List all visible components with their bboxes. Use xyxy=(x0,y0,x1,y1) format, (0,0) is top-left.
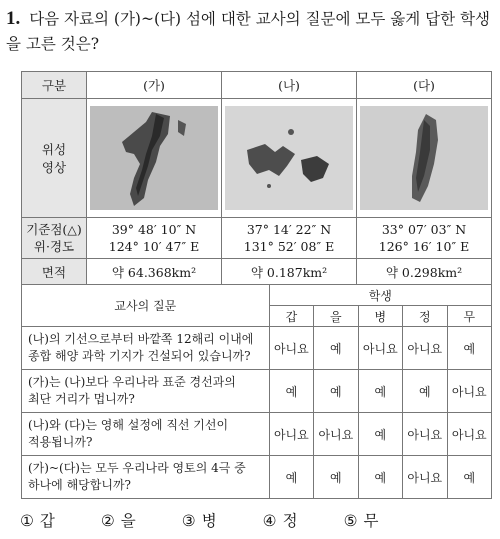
header-island-da: (다) xyxy=(357,72,492,99)
teacher-question-3 xyxy=(22,413,270,456)
choice-1-label: 갑 xyxy=(39,512,55,530)
choice-2[interactable] xyxy=(101,509,136,531)
satellite-image-na xyxy=(222,99,357,218)
answer-cell: 아니요 xyxy=(314,413,358,456)
header-category: 구분 xyxy=(22,72,87,99)
header-island-na: (나) xyxy=(222,72,357,99)
question-3-line1: (나)와 (다)는 영해 설정에 직선 기선이 xyxy=(28,418,229,432)
question-2-line2: 최단 거리가 멉니까? xyxy=(28,392,135,406)
island-info-table xyxy=(21,71,492,286)
teacher-question-1 xyxy=(22,327,270,370)
question-3-line2: 적용됩니까? xyxy=(28,435,93,449)
area-na: 약 0.187km² xyxy=(222,259,357,286)
choice-3-label: 병 xyxy=(201,512,217,530)
question-number: 1. xyxy=(6,8,21,29)
island-ga-satellite-image xyxy=(90,106,218,210)
satellite-label-line1: 위성 xyxy=(41,142,67,157)
question-4-line2: 하나에 해당합니까? xyxy=(28,478,131,492)
teacher-question-2 xyxy=(22,370,270,413)
table-row xyxy=(22,370,492,413)
lat-ga: 39° 48′ 10″ N xyxy=(111,222,197,237)
satellite-label xyxy=(22,99,87,218)
question-1-line1: (나)의 기선으로부터 바깥쪽 12해리 이내에 xyxy=(28,332,254,346)
answer-cell: 아니요 xyxy=(269,413,313,456)
answer-cell: 예 xyxy=(314,327,358,370)
lon-da: 126° 16′ 10″ E xyxy=(378,239,470,254)
coord-label-line2: 위·경도 xyxy=(33,239,75,254)
choice-3-number: ③ xyxy=(181,512,196,530)
island-da-satellite-image xyxy=(360,106,488,210)
area-ga: 약 64.368km² xyxy=(87,259,222,286)
lon-ga: 124° 10′ 47″ E xyxy=(108,239,200,254)
answer-cell: 예 xyxy=(314,370,358,413)
choice-5-number: ⑤ xyxy=(343,512,358,530)
coord-ga xyxy=(87,218,222,259)
lat-da: 33° 07′ 03″ N xyxy=(381,222,467,237)
answer-cell: 예 xyxy=(447,327,492,370)
answer-cell: 아니요 xyxy=(447,413,492,456)
answer-cell: 아니요 xyxy=(358,327,402,370)
answer-cell: 예 xyxy=(447,456,492,499)
lon-na: 131° 52′ 08″ E xyxy=(243,239,335,254)
choice-5[interactable] xyxy=(344,509,379,531)
coord-na xyxy=(222,218,357,259)
choice-3[interactable] xyxy=(182,509,217,531)
header-island-ga: (가) xyxy=(87,72,222,99)
choice-1-number: ① xyxy=(20,512,34,530)
student-byeong: 병 xyxy=(358,306,402,327)
answer-cell: 예 xyxy=(314,456,358,499)
question-2-line1: (가)는 (나)보다 우리나라 표준 경선과의 xyxy=(28,375,236,389)
answer-cell: 아니요 xyxy=(403,456,447,499)
answer-cell: 예 xyxy=(358,413,402,456)
choice-4[interactable] xyxy=(263,509,298,531)
answer-cell: 예 xyxy=(358,456,402,499)
teacher-question-4 xyxy=(22,456,270,499)
satellite-image-da xyxy=(357,99,492,218)
answer-cell: 예 xyxy=(269,456,313,499)
student-jeong: 정 xyxy=(403,306,447,327)
teacher-question-header: 교사의 질문 xyxy=(22,285,270,327)
answer-cell: 아니요 xyxy=(269,327,313,370)
answer-choices xyxy=(20,509,490,531)
island-na-satellite-image xyxy=(225,106,353,210)
coord-label xyxy=(22,218,87,259)
answer-cell: 예 xyxy=(358,370,402,413)
coord-da xyxy=(357,218,492,259)
question-text: 다음 자료의 (가)~(다) 섬에 대한 교사의 질문에 모두 옳게 답한 학생을 고른 것은? xyxy=(6,10,490,53)
teacher-question-table xyxy=(21,284,492,499)
question-4-line1: (가)~(다)는 모두 우리나라 영토의 4극 중 xyxy=(28,461,246,475)
student-eul: 을 xyxy=(314,306,358,327)
area-label: 면적 xyxy=(22,259,87,286)
table-row xyxy=(22,456,492,499)
table-row xyxy=(22,413,492,456)
choice-2-label: 을 xyxy=(120,512,136,530)
answer-cell: 아니요 xyxy=(447,370,492,413)
satellite-image-ga xyxy=(87,99,222,218)
coord-label-line1: 기준점(△) xyxy=(26,222,82,237)
question-1-line2: 종합 해양 과학 기지가 건설되어 있습니까? xyxy=(28,349,251,363)
students-header: 학생 xyxy=(269,285,491,306)
table-row xyxy=(22,327,492,370)
choice-5-label: 무 xyxy=(363,512,379,530)
student-mu: 무 xyxy=(447,306,492,327)
answer-cell: 아니요 xyxy=(403,413,447,456)
choice-2-number: ② xyxy=(100,512,115,530)
question-stem xyxy=(6,6,496,57)
choice-4-number: ④ xyxy=(262,512,277,530)
lat-na: 37° 14′ 22″ N xyxy=(246,222,332,237)
choice-1[interactable] xyxy=(20,509,55,531)
answer-cell: 예 xyxy=(269,370,313,413)
answer-cell: 아니요 xyxy=(403,327,447,370)
choice-4-label: 정 xyxy=(282,512,298,530)
area-da: 약 0.298km² xyxy=(357,259,492,286)
student-gap: 갑 xyxy=(269,306,313,327)
answer-cell: 예 xyxy=(403,370,447,413)
satellite-label-line2: 영상 xyxy=(41,160,67,175)
